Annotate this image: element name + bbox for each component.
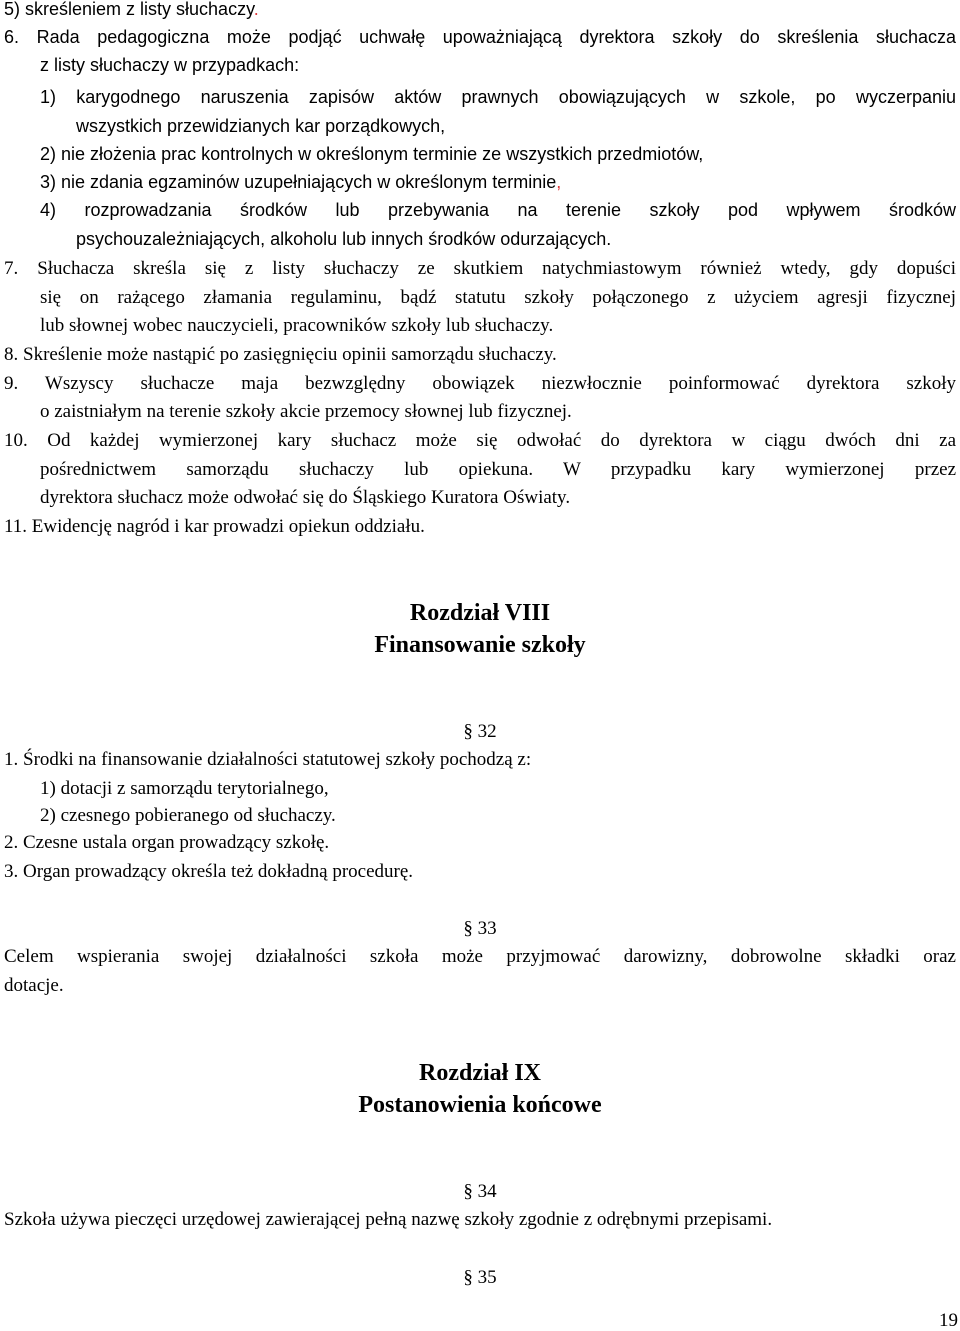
item-3-text: 3) nie zdania egzaminów uzupełniających w określonym terminie	[40, 172, 557, 192]
paragraph-33-label: § 33	[463, 918, 497, 939]
page-number: 19	[939, 1310, 958, 1331]
point-7-line-3: lub słownej wobec nauczycieli, pracowników szkoły lub słuchaczy.	[40, 315, 554, 336]
par32-point-1: 1. Środki na finansowanie działalności statutowej szkoły pochodzą z:	[4, 749, 532, 770]
paragraph-35-label: § 35	[463, 1267, 497, 1288]
par32-point-2: 2. Czesne ustala organ prowadzący szkołę.	[4, 832, 330, 853]
point-7-line-2: się on rażącego złamania regulaminu, bądź statutu szkoły połączonego z użyciem agresji fizycznej	[40, 287, 956, 308]
point-8: 8. Skreślenie może nastąpić po zasięgnięciu opinii samorządu słuchaczy.	[4, 344, 557, 365]
par32-item-1: 1) dotacji z samorządu terytorialnego,	[40, 778, 329, 799]
chapter-8-title: Rozdział VIII	[409, 600, 551, 626]
revision-mark: .	[253, 0, 259, 19]
point-9-line-2: o zaistniałym na terenie szkoły akcie przemocy słownej lub fizycznej.	[40, 401, 572, 422]
list-item-5	[4, 0, 259, 18]
paragraph-34-label: § 34	[463, 1181, 497, 1202]
chapter-8-subtitle: Finansowanie szkoły	[374, 632, 586, 658]
point-9-line-1: 9. Wszyscy słuchacze maja bezwzględny obowiązek niezwłocznie poinformować dyrektora szkoły	[4, 373, 956, 394]
par32-item-2: 2) czesnego pobieranego od słuchaczy.	[40, 805, 336, 826]
revision-mark: ,	[556, 172, 562, 192]
par33-line-1: Celem wspierania swojej działalności szkoła może przyjmować darowizny, dobrowolne składki oraz	[4, 946, 956, 967]
par34-text: Szkoła używa pieczęci urzędowej zawierającej pełną nazwę szkoły zgodnie z odrębnymi przepisami.	[4, 1209, 773, 1230]
point-6-item-2: 2) nie złożenia prac kontrolnych w określonym terminie ze wszystkich przedmiotów,	[40, 144, 704, 164]
point-11: 11. Ewidencję nagród i kar prowadzi opiekun oddziału.	[4, 516, 425, 537]
paragraph-32-label: § 32	[463, 721, 497, 742]
point-10-line-3: dyrektora słuchacz może odwołać się do Śląskiego Kuratora Oświaty.	[40, 487, 571, 508]
point-10-line-1: 10. Od każdej wymierzonej kary słuchacz może się odwołać do dyrektora w ciągu dwóch dni za	[4, 430, 956, 451]
par33-line-2: dotacje.	[4, 975, 64, 996]
point-6-item-1-line-1: 1) karygodnego naruszenia zapisów aktów prawnych obowiązujących w szkole, po wyczerpaniu	[40, 87, 956, 107]
point-6-item-1-line-2: wszystkich przewidzianych kar porządkowych,	[76, 116, 446, 136]
point-10-line-2: pośrednictwem samorządu słuchaczy lub opiekuna. W przypadku kary wymierzonej przez	[40, 459, 956, 480]
point-6-line-2: z listy słuchaczy w przypadkach:	[40, 55, 300, 75]
point-6-item-4-line-2: psychouzależniających, alkoholu lub innych środków odurzających.	[76, 229, 612, 249]
point-6-item-4-line-1: 4) rozprowadzania środków lub przebywania na terenie szkoły pod wpływem środków	[40, 200, 956, 220]
point-7-line-1: 7. Słuchacza skreśla się z listy słuchaczy ze skutkiem natychmiastowym również wtedy, gdy dopuści	[4, 258, 956, 279]
par32-point-3: 3. Organ prowadzący określa też dokładną procedurę.	[4, 861, 414, 882]
point-6-item-3	[40, 173, 561, 191]
point-6-line-1: 6. Rada pedagogiczna może podjąć uchwałę upoważniającą dyrektora szkoły do skreślenia słuchacza	[4, 27, 956, 47]
chapter-9-subtitle: Postanowienia końcowe	[358, 1092, 602, 1118]
item-5-text: 5) skreśleniem z listy słuchaczy	[4, 0, 254, 19]
chapter-9-title: Rozdział IX	[419, 1060, 541, 1086]
